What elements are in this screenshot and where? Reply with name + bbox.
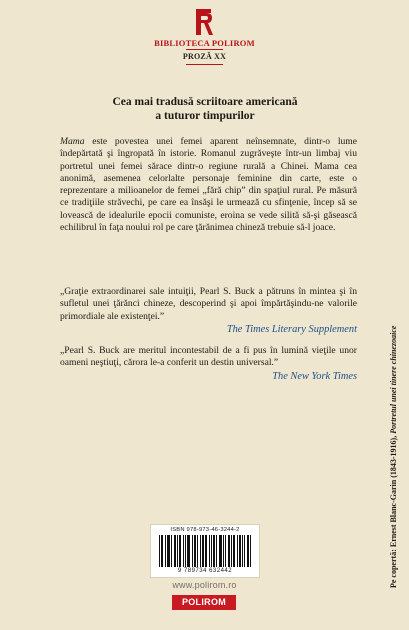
quote-source: The Times Literary Supplement	[226, 323, 357, 335]
book-title: Mama	[60, 136, 85, 147]
review-quote	[60, 286, 357, 336]
headline-line-1: Cea mai tradusă scriitoare americană	[112, 96, 298, 108]
cover-credit-label: Pe copertă: Ernest Blanc-Garin (1843-1916),	[389, 435, 398, 588]
description	[60, 136, 357, 234]
barcode-icon	[159, 535, 251, 567]
isbn: ISBN 978-973-46-3244-2	[170, 527, 240, 533]
quote-text: „Graţie extraordinarei sale intuiţii, Pearl S. Buck a pătruns în mintea şi în sufletul unei ţărănci chineze, descoperind şi apoi împărtăşindu-ne valorile primordiale ale existenţei.”	[60, 286, 357, 322]
publisher-logo: POLIROM	[172, 595, 236, 610]
review-quote	[60, 345, 357, 383]
cover-credit	[389, 326, 398, 588]
series-name: BIBLIOTECA POLIROM	[154, 38, 255, 48]
polirom-logo-icon	[193, 8, 215, 36]
divider	[186, 49, 223, 50]
cover-credit-work: Portretul unei tinere chinezoaice	[389, 325, 398, 434]
subseries-name: PROZĂ XX	[182, 52, 227, 61]
barcode-digits: 9 789734 632442	[177, 568, 233, 574]
website-url: www.polirom.ro	[172, 580, 237, 590]
headline	[40, 95, 370, 123]
quote-source: The New York Times	[272, 370, 357, 382]
headline-line-2: a tuturor timpurilor	[155, 110, 255, 122]
divider	[186, 64, 223, 65]
description-text: este povestea unei femei aparent neînsemnate, dintr-o lume îndepărtată şi îngropată în istorie. Romanul zugrăveşte într-un limbaj viu portretul unei femei sărace dintr-o regiune rurală a Chinei. Mama cea anonimă, asemenea celorlalte personaje feminine din carte, este o reprezentare a milioanelor de femei „fără chip” din spaţiul rural. Pe măsură ce tradiţiile străvechi, pe care ea însăşi le urmează cu sfinţenie, încep să se lovească de idealurile epocii comuniste, eroina se vede silită să-şi găsească echilibrul în faţa noului rol pe care ţărănimea chineză trebuie să-l joace.	[60, 136, 357, 234]
barcode-box	[150, 524, 260, 578]
quote-text: „Pearl S. Buck are meritul incontestabil de a fi pus în lumină vieţile unor oameni neştiuţi, cărora le-a conferit un destin universal.”	[60, 345, 357, 369]
